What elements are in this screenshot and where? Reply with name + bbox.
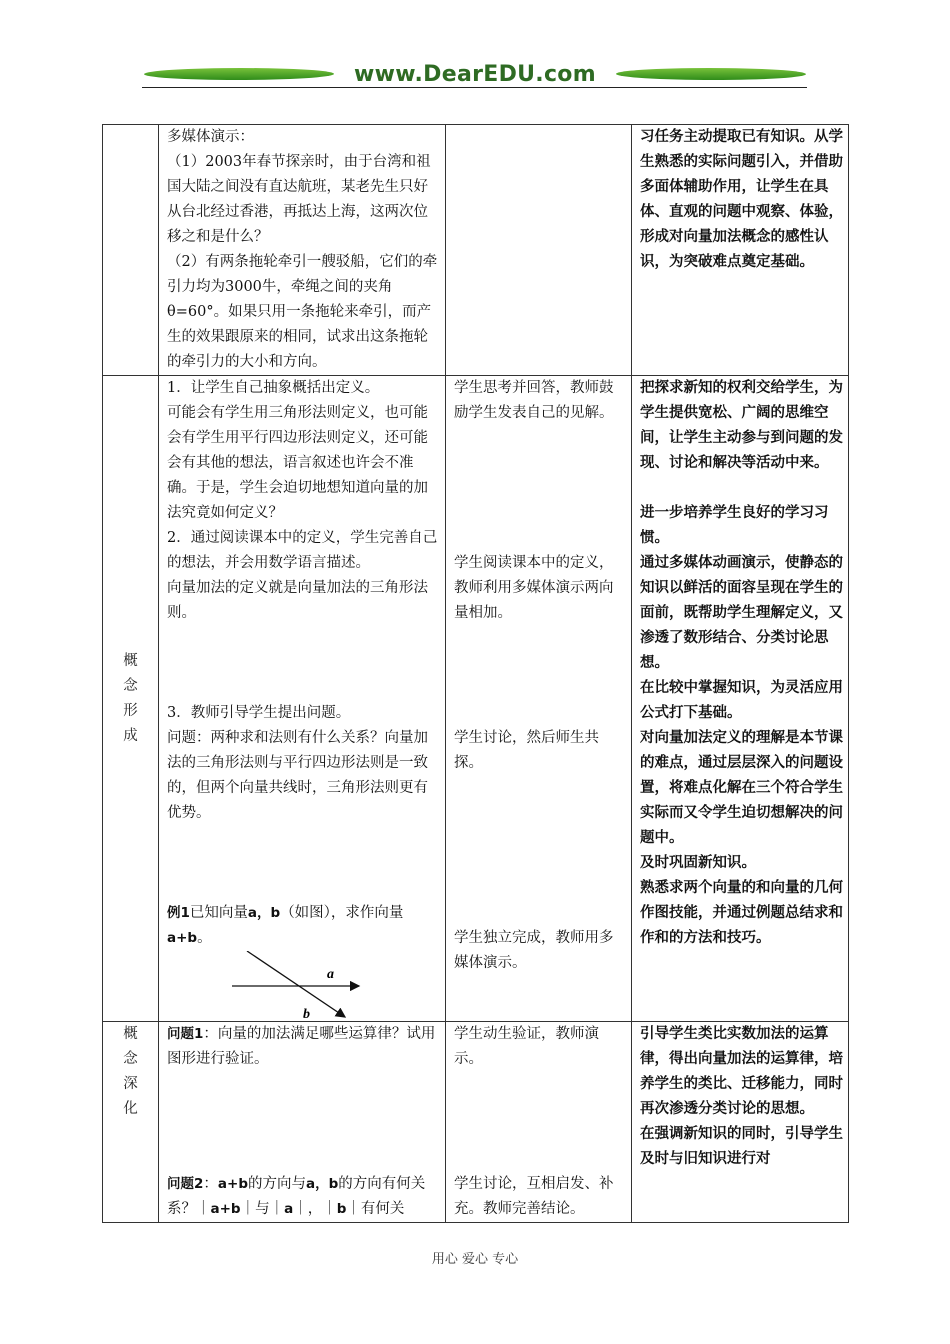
vector-figure <box>227 951 377 1021</box>
paragraph: 学生思考并回答，教师鼓励学生发表自己的见解。 <box>454 380 614 421</box>
activity-cell <box>159 1022 446 1223</box>
stage-cell <box>103 1022 159 1223</box>
student-activity-cell <box>446 125 632 376</box>
student-activity-cell <box>446 376 632 1022</box>
header-rule <box>142 87 807 88</box>
lesson-plan-table <box>102 124 849 1223</box>
vector-b-arrow <box>247 951 345 1017</box>
paragraph: 3．教师引导学生提出问题。 <box>167 705 351 721</box>
stage-cell <box>103 125 159 376</box>
stage-label: 概 念 深 化 <box>123 1026 138 1117</box>
paragraph: 学生独立完成，教师用多媒体演示。 <box>454 930 614 971</box>
table-row <box>103 125 849 376</box>
site-logo: www.DearEDU.com <box>354 62 596 87</box>
activity-cell <box>159 125 446 376</box>
paragraph: 2．通过阅读课本中的定义，学生完善自己的想法，并会用数学语言描述。 <box>167 530 438 571</box>
question-1: 问题1：向量的加法满足哪些运算律？试用图形进行验证。 <box>167 1026 436 1067</box>
paragraph: 学生阅读课本中的定义，教师利用多媒体演示两向量相加。 <box>454 555 614 621</box>
page-footer: 用心 爱心 专心 <box>431 1252 519 1267</box>
vector-b-label: b <box>303 1007 310 1021</box>
design-intent-cell: 把探求新知的权利交给学生，为学生提供宽松、广阔的思维空间，让学生主动参与到问题的发现、讨论和解决等活动中来。 进一步培养学生良好的学习习惯。 通过多媒体动画演示，使静态的知识以鲜活的面容呈现在学生的面前，既帮助学生理解定义，又渗透了数形结合、分类讨论思想。 在比较中掌握知识，为灵活应用公式打下基础。 对向量加法定义的理解是本节课的难点，通过层层深入的问题设置，将难点化解在三个符合学生实际而又令学生迫切想解决的问题中。 及时巩固新知识。 熟悉求两个向量的和向量的几何作图技能，并通过例题总结求和作和的方法和技巧。 <box>632 376 849 1022</box>
example-1: 例1已知向量a，b（如图），求作向量a+b。 <box>167 905 404 946</box>
vector-a-label: a <box>327 967 334 982</box>
paragraph: 1．让学生自己抽象概括出定义。 <box>167 380 380 396</box>
question-2: 问题2：a+b的方向与a，b的方向有何关系？｜a+b｜与｜a｜，｜b｜有何关 <box>167 1176 426 1217</box>
table-row <box>103 1022 849 1223</box>
activity-cell <box>159 376 446 1022</box>
student-activity-cell: 学生动生验证，教师演示。 学生讨论，互相启发、补充。教师完善结论。 <box>446 1022 632 1223</box>
paragraph: （2）有两条拖轮牵引一艘驳船，它们的牵引力均为3000牛，牵绳之间的夹角θ=60°。如果只用一条拖轮来牵引，而产生的效果跟原来的相同，试求出这条拖轮的牵引力的大小和方向。 <box>167 254 438 370</box>
stage-label: 概 念 形 成 <box>123 652 138 744</box>
paragraph: 多媒体演示： <box>167 129 254 145</box>
table-row <box>103 376 849 1022</box>
paragraph: 学生讨论，然后师生共探。 <box>454 730 599 771</box>
design-intent-cell: 习任务主动提取已有知识。从学生熟悉的实际问题引入，并借助多面体辅助作用，让学生在具体、直观的问题中观察、体验，形成对向量加法概念的感性认识，为突破难点奠定基础。 <box>632 125 849 376</box>
design-intent-cell: 引导学生类比实数加法的运算律，得出向量加法的运算律，培养学生的类比、迁移能力，同时再次渗透分类讨论的思想。 在强调新知识的同时，引导学生及时与旧知识进行对 <box>632 1022 849 1223</box>
stage-cell <box>103 376 159 1022</box>
paragraph: 可能会有学生用三角形法则定义，也可能会有学生用平行四边形法则定义，还可能会有其他的想法，语言叙述也许会不准确。于是，学生会迫切地想知道向量的加法究竟如何定义？ <box>167 405 428 521</box>
paragraph: （1）2003年春节探亲时，由于台湾和祖国大陆之间没有直达航班，某老先生只好从台北经过香港，再抵达上海，这两次位移之和是什么？ <box>167 154 431 245</box>
page-header <box>140 60 810 96</box>
paragraph: 向量加法的定义就是向量加法的三角形法则。 <box>167 580 428 621</box>
paragraph: 问题：两种求和法则有什么关系？向量加法的三角形法则与平行四边形法则是一致的，但两个向量共线时，三角形法则更有优势。 <box>167 730 428 821</box>
